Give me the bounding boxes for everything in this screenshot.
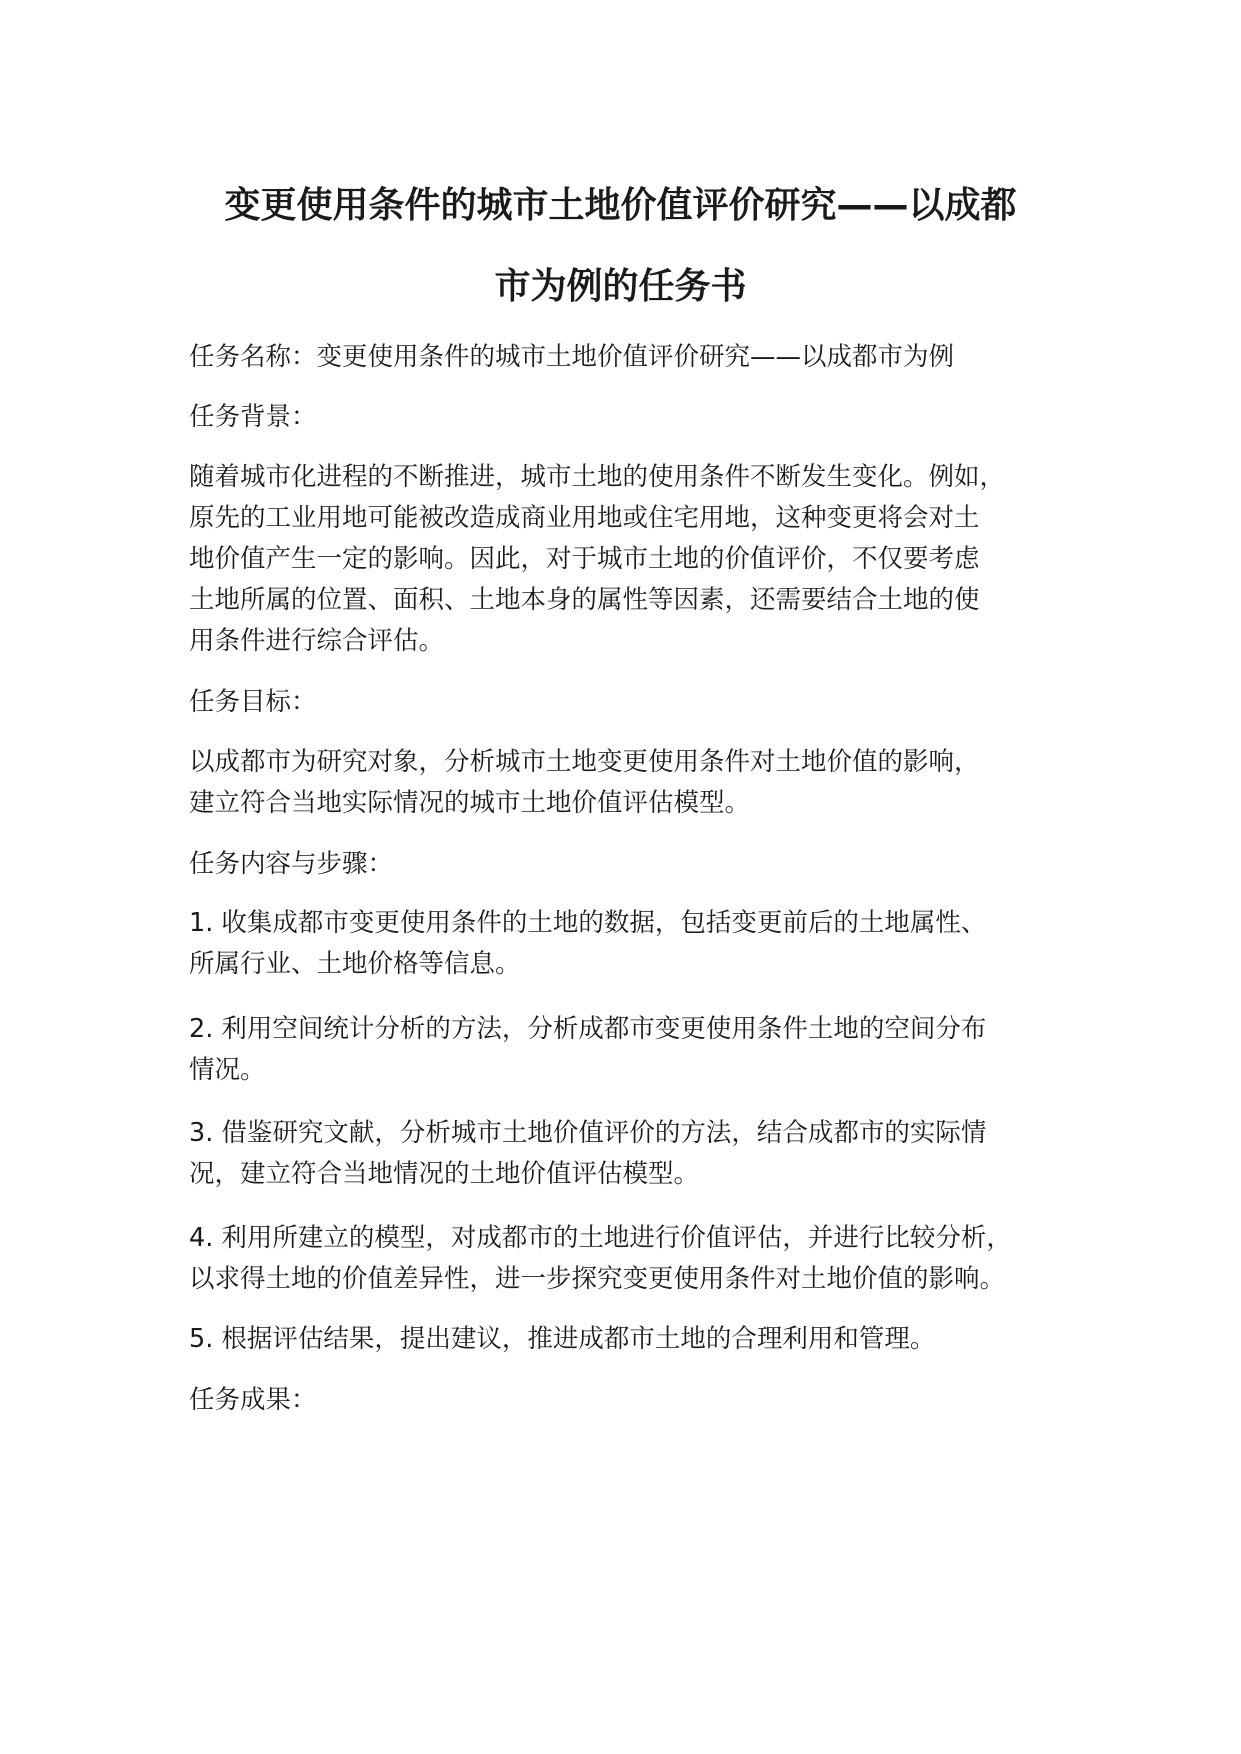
background-line: 用条件进行综合评估。 (189, 626, 445, 656)
step-1 (189, 903, 986, 985)
step-line: 所属行业、土地价格等信息。 (189, 949, 521, 979)
step-line: 2. 利用空间统计分析的方法，分析成都市变更使用条件土地的空间分布 (189, 1014, 987, 1044)
step-line: 况，建立符合当地情况的土地价值评估模型。 (189, 1159, 700, 1189)
goal-heading: 任务目标： (189, 687, 317, 717)
background-heading: 任务背景： (189, 402, 317, 432)
step-3 (189, 1113, 986, 1195)
background-paragraph (189, 457, 1005, 662)
step-4 (189, 1218, 1012, 1300)
background-line: 随着城市化进程的不断推进，城市土地的使用条件不断发生变化。例如， (189, 462, 1006, 492)
document-title-line-1: 变更使用条件的城市土地价值评价研究——以成都 (224, 185, 1017, 226)
task-name: 任务名称：变更使用条件的城市土地价值评价研究——以成都市为例 (189, 342, 955, 372)
step-line: 4. 利用所建立的模型，对成都市的土地进行价值评估，并进行比较分析， (189, 1223, 1012, 1253)
document-title-line-2: 市为例的任务书 (494, 266, 747, 307)
step-5: 5. 根据评估结果，提出建议，推进成都市土地的合理利用和管理。 (189, 1324, 936, 1354)
step-line: 情况。 (189, 1055, 266, 1085)
step-line: 1. 收集成都市变更使用条件的土地的数据，包括变更前后的土地属性、 (189, 908, 987, 938)
results-heading: 任务成果： (189, 1385, 317, 1415)
step-2 (189, 1009, 986, 1091)
background-line: 地价值产生一定的影响。因此，对于城市土地的价值评价，不仅要考虑 (189, 544, 980, 574)
goal-line: 以成都市为研究对象，分析城市土地变更使用条件对土地价值的影响， (189, 747, 980, 777)
background-line: 土地所属的位置、面积、土地本身的属性等因素，还需要结合土地的使 (189, 585, 980, 615)
goal-line: 建立符合当地实际情况的城市土地价值评估模型。 (189, 788, 751, 818)
steps-heading: 任务内容与步骤： (189, 849, 394, 879)
background-line: 原先的工业用地可能被改造成商业用地或住宅用地，这种变更将会对土 (189, 503, 980, 533)
goal-paragraph (189, 742, 980, 824)
step-line: 3. 借鉴研究文献，分析城市土地价值评价的方法，结合成都市的实际情 (189, 1118, 987, 1148)
step-line: 以求得土地的价值差异性，进一步探究变更使用条件对土地价值的影响。 (189, 1264, 1006, 1294)
